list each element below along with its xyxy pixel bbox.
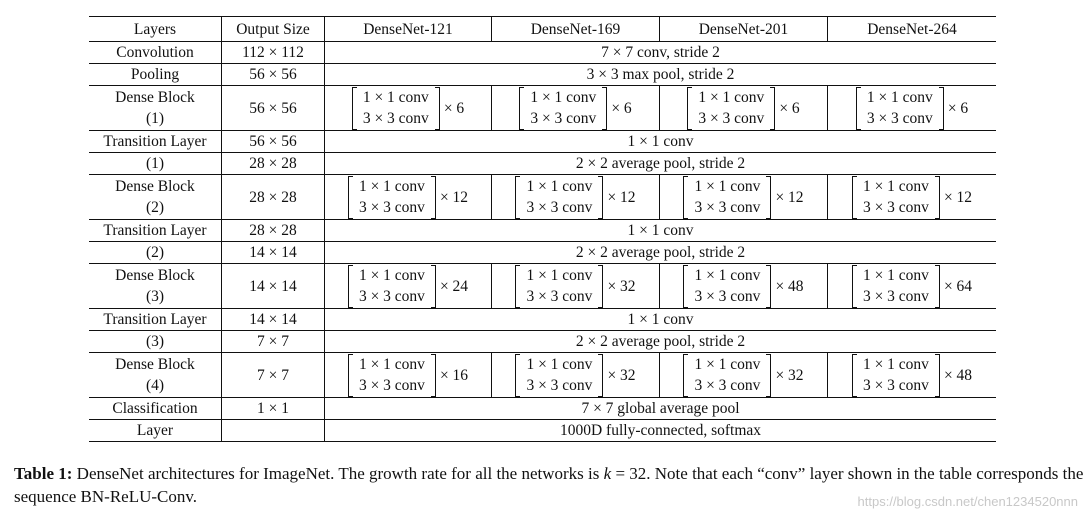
matrix-bracket <box>683 265 771 308</box>
conv-1x1-line: 1 × 1 conv <box>526 177 593 195</box>
conv-3x3-line: 3 × 3 conv <box>358 377 425 394</box>
matrix-bracket <box>519 87 607 130</box>
matrix-bracket <box>348 354 436 397</box>
conv-1x1-line: 1 × 1 conv <box>866 88 933 106</box>
matrix-bracket <box>683 354 771 397</box>
conv-matrix <box>515 176 635 219</box>
output-size-cell: 14 × 14 <box>222 264 325 309</box>
table-row <box>89 131 996 153</box>
table-row <box>89 309 996 331</box>
dense-block-cell <box>492 86 660 131</box>
dense-block-cell <box>492 264 660 309</box>
layer-name-line: Dense Block <box>115 178 195 195</box>
conv-3x3-line: 3 × 3 conv <box>358 288 425 305</box>
repeat-count: × 12 <box>943 188 973 206</box>
repeat-count: × 32 <box>775 366 804 384</box>
spanning-cell: 1 × 1 conv <box>325 131 997 153</box>
conv-3x3-line: 3 × 3 conv <box>526 288 593 305</box>
conv-matrix <box>852 354 972 397</box>
repeat-count: × 6 <box>779 99 800 117</box>
header-densenet-201: DenseNet-201 <box>660 17 828 42</box>
conv-1x1-line: 1 × 1 conv <box>694 355 761 373</box>
conv-matrix <box>348 176 468 219</box>
header-row <box>89 17 996 42</box>
conv-3x3-line: 3 × 3 conv <box>358 199 425 216</box>
output-size-cell: 28 × 28 <box>222 153 325 175</box>
dense-block-cell <box>325 264 492 309</box>
conv-1x1-line: 1 × 1 conv <box>862 355 929 373</box>
table-row <box>89 420 996 442</box>
conv-1x1-line: 1 × 1 conv <box>530 88 597 106</box>
output-size-cell: 28 × 28 <box>222 220 325 242</box>
conv-3x3-line: 3 × 3 conv <box>694 377 761 394</box>
header-densenet-169: DenseNet-169 <box>492 17 660 42</box>
layer-name-line: (1) <box>145 110 165 127</box>
table-row <box>89 175 996 220</box>
repeat-count: × 12 <box>775 188 804 206</box>
layer-cell: Classification <box>89 398 222 420</box>
conv-matrix <box>852 265 972 308</box>
conv-3x3-line: 3 × 3 conv <box>694 288 761 305</box>
matrix-bracket <box>852 265 940 308</box>
output-size-cell: 7 × 7 <box>222 353 325 398</box>
table-row <box>89 398 996 420</box>
matrix-bracket <box>852 176 940 219</box>
conv-3x3-line: 3 × 3 conv <box>698 110 765 127</box>
output-size-cell: 14 × 14 <box>222 309 325 331</box>
output-size-cell: 56 × 56 <box>222 86 325 131</box>
layer-name-line: Dense Block <box>115 267 195 284</box>
conv-1x1-line: 1 × 1 conv <box>862 177 929 195</box>
conv-1x1-line: 1 × 1 conv <box>694 177 761 195</box>
output-size-cell: 56 × 56 <box>222 131 325 153</box>
layer-name-line: Dense Block <box>115 89 195 106</box>
layer-name-line: (3) <box>145 288 165 305</box>
caption-label: Table 1: <box>14 464 73 483</box>
header-densenet-121: DenseNet-121 <box>325 17 492 42</box>
layer-cell <box>89 353 222 398</box>
layer-name-line: Dense Block <box>115 356 195 373</box>
matrix-bracket <box>348 176 436 219</box>
layer-name-line: (2) <box>145 199 165 216</box>
spanning-cell: 2 × 2 average pool, stride 2 <box>325 331 997 353</box>
table-row <box>89 331 996 353</box>
dense-block-cell <box>660 175 828 220</box>
spanning-cell: 3 × 3 max pool, stride 2 <box>325 64 997 86</box>
output-size-cell: 28 × 28 <box>222 175 325 220</box>
conv-3x3-line: 3 × 3 conv <box>362 110 429 127</box>
table-row <box>89 153 996 175</box>
dense-block-cell <box>492 175 660 220</box>
dense-block-cell <box>660 353 828 398</box>
conv-matrix <box>687 87 799 130</box>
matrix-bracket <box>515 354 603 397</box>
repeat-count: × 64 <box>943 277 973 295</box>
dense-block-cell <box>828 175 997 220</box>
table-row <box>89 86 996 131</box>
conv-matrix <box>352 87 464 130</box>
dense-block-cell <box>325 353 492 398</box>
conv-matrix <box>683 354 803 397</box>
repeat-count: × 6 <box>947 99 969 117</box>
dense-block-cell <box>828 86 997 131</box>
matrix-bracket <box>348 265 436 308</box>
dense-block-cell <box>660 264 828 309</box>
conv-matrix <box>348 354 468 397</box>
table-row <box>89 64 996 86</box>
layer-cell: (2) <box>89 242 222 264</box>
layer-name-line: (4) <box>145 377 165 394</box>
conv-1x1-line: 1 × 1 conv <box>694 266 761 284</box>
repeat-count: × 12 <box>439 188 469 206</box>
conv-matrix <box>683 176 803 219</box>
layer-cell: Pooling <box>89 64 222 86</box>
table-row <box>89 242 996 264</box>
conv-3x3-line: 3 × 3 conv <box>866 110 933 127</box>
output-size-cell <box>222 420 325 442</box>
spanning-cell: 2 × 2 average pool, stride 2 <box>325 242 997 264</box>
layer-cell: Transition Layer <box>89 309 222 331</box>
repeat-count: × 32 <box>607 277 636 295</box>
output-size-cell: 112 × 112 <box>222 42 325 64</box>
layer-cell: Transition Layer <box>89 220 222 242</box>
caption-text-b: = 32. Note that each “conv” layer shown in the table corresponds the sequence BN-ReLU-Conv. <box>14 464 1084 506</box>
dense-block-cell <box>325 86 492 131</box>
layer-cell: (3) <box>89 331 222 353</box>
layer-cell <box>89 86 222 131</box>
layer-cell: (1) <box>89 153 222 175</box>
conv-matrix <box>515 354 635 397</box>
repeat-count: × 12 <box>607 188 636 206</box>
output-size-cell: 56 × 56 <box>222 64 325 86</box>
matrix-bracket <box>683 176 771 219</box>
caption-var-k: k <box>603 464 612 483</box>
repeat-count: × 16 <box>439 366 469 384</box>
dense-block-cell <box>325 175 492 220</box>
layer-cell: Transition Layer <box>89 131 222 153</box>
table-body <box>89 42 996 442</box>
matrix-bracket <box>852 354 940 397</box>
spanning-cell: 7 × 7 conv, stride 2 <box>325 42 997 64</box>
layer-cell: Convolution <box>89 42 222 64</box>
repeat-count: × 48 <box>775 277 804 295</box>
matrix-bracket <box>352 87 440 130</box>
watermark: https://blog.csdn.net/chen1234520nnn <box>857 494 1078 509</box>
conv-1x1-line: 1 × 1 conv <box>358 177 425 195</box>
matrix-bracket <box>687 87 775 130</box>
conv-matrix <box>683 265 803 308</box>
header-output-size: Output Size <box>222 17 325 42</box>
conv-3x3-line: 3 × 3 conv <box>526 377 593 394</box>
conv-3x3-line: 3 × 3 conv <box>862 288 929 305</box>
dense-block-cell <box>492 353 660 398</box>
table-row <box>89 42 996 64</box>
table-row <box>89 353 996 398</box>
header-layers: Layers <box>89 17 222 42</box>
conv-matrix <box>856 87 968 130</box>
dense-block-cell <box>828 264 997 309</box>
conv-3x3-line: 3 × 3 conv <box>694 199 761 216</box>
output-size-cell: 14 × 14 <box>222 242 325 264</box>
repeat-count: × 48 <box>943 366 973 384</box>
conv-3x3-line: 3 × 3 conv <box>526 199 593 216</box>
layer-cell <box>89 264 222 309</box>
conv-matrix <box>515 265 635 308</box>
conv-matrix <box>348 265 468 308</box>
conv-1x1-line: 1 × 1 conv <box>526 266 593 284</box>
conv-1x1-line: 1 × 1 conv <box>526 355 593 373</box>
conv-3x3-line: 3 × 3 conv <box>862 199 929 216</box>
spanning-cell: 7 × 7 global average pool <box>325 398 997 420</box>
repeat-count: × 24 <box>439 277 469 295</box>
conv-1x1-line: 1 × 1 conv <box>358 266 425 284</box>
conv-1x1-line: 1 × 1 conv <box>362 88 429 106</box>
dense-block-cell <box>828 353 997 398</box>
conv-1x1-line: 1 × 1 conv <box>358 355 425 373</box>
repeat-count: × 6 <box>443 99 465 117</box>
spanning-cell: 1000D fully-connected, softmax <box>325 420 997 442</box>
repeat-count: × 32 <box>607 366 636 384</box>
conv-3x3-line: 3 × 3 conv <box>530 110 597 127</box>
matrix-bracket <box>856 87 944 130</box>
table-row <box>89 220 996 242</box>
dense-block-cell <box>660 86 828 131</box>
repeat-count: × 6 <box>611 99 632 117</box>
output-size-cell: 7 × 7 <box>222 331 325 353</box>
conv-matrix <box>852 176 972 219</box>
output-size-cell: 1 × 1 <box>222 398 325 420</box>
caption-text-a: DenseNet architectures for ImageNet. The growth rate for all the networks is <box>72 464 604 483</box>
conv-1x1-line: 1 × 1 conv <box>698 88 765 106</box>
spanning-cell: 2 × 2 average pool, stride 2 <box>325 153 997 175</box>
spanning-cell: 1 × 1 conv <box>325 309 997 331</box>
conv-matrix <box>519 87 631 130</box>
table-row <box>89 264 996 309</box>
spanning-cell: 1 × 1 conv <box>325 220 997 242</box>
layer-cell <box>89 175 222 220</box>
matrix-bracket <box>515 176 603 219</box>
matrix-bracket <box>515 265 603 308</box>
conv-1x1-line: 1 × 1 conv <box>862 266 929 284</box>
header-densenet-264: DenseNet-264 <box>828 17 997 42</box>
layer-cell: Layer <box>89 420 222 442</box>
conv-3x3-line: 3 × 3 conv <box>862 377 929 394</box>
densenet-architecture-table <box>89 16 996 442</box>
